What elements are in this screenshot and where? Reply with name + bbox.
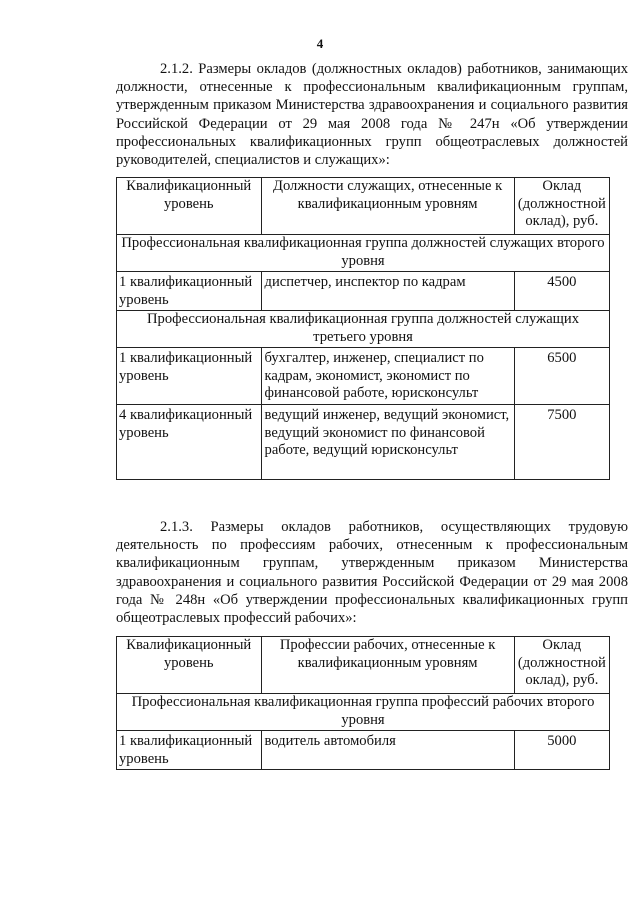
level-cell: 1 квалификационный уровень: [117, 348, 262, 405]
level-cell: 4 квалификационный уровень: [117, 405, 262, 480]
header-salary: Оклад (должностной оклад), руб.: [514, 637, 609, 694]
paragraph-2-1-3: 2.1.3. Размеры окладов работников, осуществляющих трудовую деятельность по профессиям рабочих, отнесенным к профессиональным квалификационным группам, утвержденным приказом Министерства здравоохранения и социального развития Российской Федерации от 29 мая 2008 года № 248н «Об утверждении профессиональных квалификационных групп общеотраслевых профессий рабочих»:: [116, 519, 628, 627]
salary-cell: 4500: [514, 272, 609, 311]
table-row: [117, 405, 610, 480]
group-row: [117, 235, 610, 272]
positions-cell: водитель автомобиля: [261, 731, 514, 770]
table-row: [117, 272, 610, 311]
group-row: [117, 311, 610, 348]
table-header-row: [117, 178, 610, 235]
salary-table-positions: [116, 177, 610, 480]
salary-cell: 5000: [514, 731, 609, 770]
header-positions: Должности служащих, отнесенные к квалификационным уровням: [261, 178, 514, 235]
positions-cell: ведущий инженер, ведущий экономист, ведущий экономист по финансовой работе, ведущий юрисконсульт: [261, 405, 514, 480]
level-cell: 1 квалификационный уровень: [117, 731, 262, 770]
table-header-row: [117, 637, 610, 694]
group-title: Профессиональная квалификационная группа профессий рабочих второго уровня: [117, 694, 610, 731]
header-qualification-level: Квалификационный уровень: [117, 637, 262, 694]
table-row: [117, 348, 610, 405]
paragraph-2-1-2: 2.1.2. Размеры окладов (должностных окладов) работников, занимающих должности, отнесенные к профессиональным квалификационным группам, утвержденным приказом Министерства здравоохранения и социального развития Российской Федерации от 29 мая 2008 года № 247н «Об утверждении профессиональных квалификационных групп общеотраслевых должностей руководителей, специалистов и служащих»:: [116, 61, 628, 169]
group-row: [117, 694, 610, 731]
header-qualification-level: Квалификационный уровень: [117, 178, 262, 235]
header-salary: Оклад (должностной оклад), руб.: [514, 178, 609, 235]
positions-cell: бухгалтер, инженер, специалист по кадрам, экономист, экономист по финансовой работе, юрисконсульт: [261, 348, 514, 405]
page-number: 4: [316, 36, 324, 51]
salary-cell: 7500: [514, 405, 609, 480]
positions-cell: диспетчер, инспектор по кадрам: [261, 272, 514, 311]
salary-table-workers: [116, 636, 610, 770]
level-cell: 1 квалификационный уровень: [117, 272, 262, 311]
table-row: [117, 731, 610, 770]
group-title: Профессиональная квалификационная группа должностей служащих третьего уровня: [117, 311, 610, 348]
header-professions: Профессии рабочих, отнесенные к квалификационным уровням: [261, 637, 514, 694]
salary-cell: 6500: [514, 348, 609, 405]
group-title: Профессиональная квалификационная группа должностей служащих второго уровня: [117, 235, 610, 272]
